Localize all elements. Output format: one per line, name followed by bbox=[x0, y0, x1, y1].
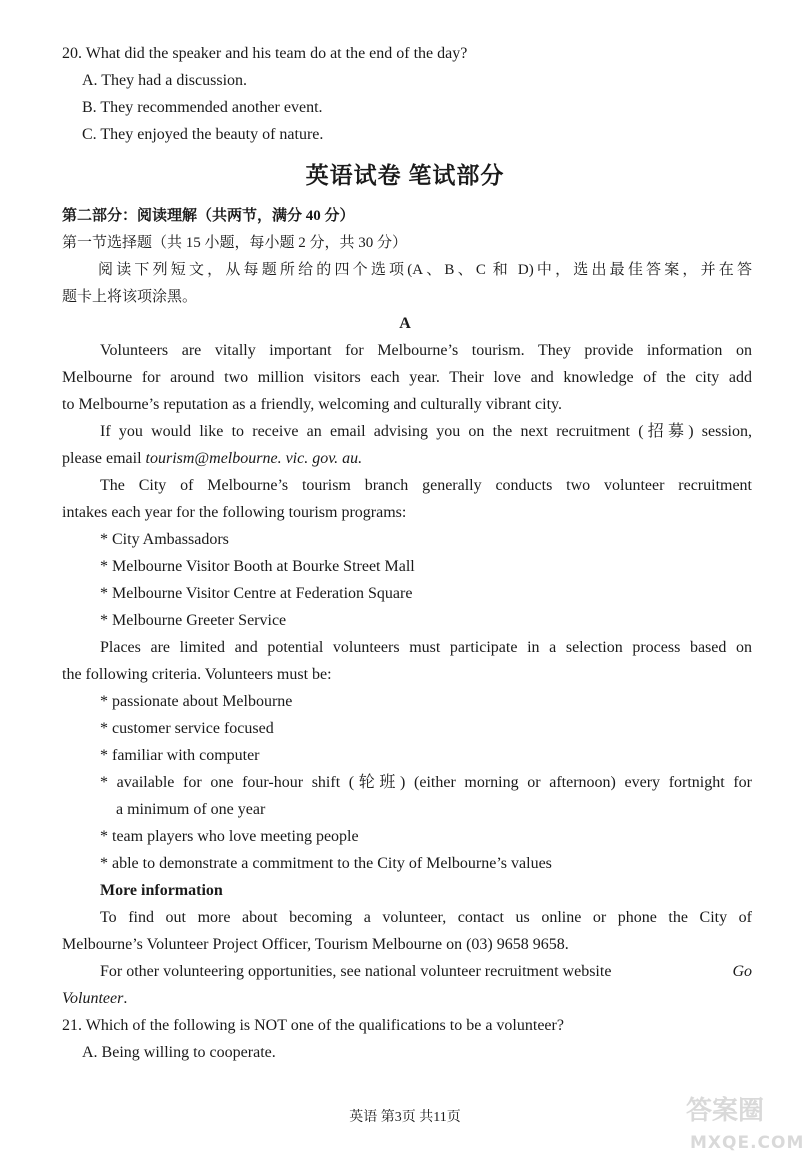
passage-p6-line1 bbox=[100, 962, 752, 982]
page-footer: 英语 第3页 共11页 bbox=[349, 1110, 461, 1125]
go-volunteer-text: Go bbox=[732, 963, 752, 980]
passage-p2-line2 bbox=[62, 449, 362, 469]
passage-p6-text: For other volunteering opportunities, see national volunteer recruitment website bbox=[100, 963, 612, 980]
part2-heading: 第二部分：阅读理解（共两节，满分 40 分） bbox=[62, 208, 355, 224]
passage-p2-line1: If you would like to receive an email advising you on the next recruitment (招募) session, bbox=[100, 423, 752, 440]
criteria-item-continued: a minimum of one year bbox=[116, 801, 266, 818]
passage-p4-line2: the following criteria. Volunteers must be: bbox=[62, 666, 332, 683]
program-item: * Melbourne Greeter Service bbox=[100, 612, 287, 629]
criteria-item: * available for one four-hour shift (轮班) (either morning or afternoon) every fortnight for bbox=[100, 774, 752, 791]
passage-p1-line3: to Melbourne’s reputation as a friendly, welcoming and culturally vibrant city. bbox=[62, 396, 563, 413]
part2-instructions-line1: 阅读下列短文，从每题所给的四个选项(A、B、C 和 D)中，选出最佳答案，并在答 bbox=[98, 262, 752, 278]
watermark-logo: 答案圈 bbox=[686, 1096, 765, 1126]
program-item: * Melbourne Visitor Booth at Bourke Street Mall bbox=[100, 558, 415, 575]
q20-option-a: A. They had a discussion. bbox=[82, 72, 248, 89]
passage-label: A bbox=[399, 315, 411, 332]
criteria-item: * familiar with computer bbox=[100, 747, 260, 764]
watermark-url: MXQE.COM bbox=[690, 1133, 805, 1153]
passage-p5-line1: To find out more about becoming a volunteer, contact us online or phone the City of bbox=[100, 909, 752, 926]
part2-instructions-line2: 题卡上将该项涂黑。 bbox=[62, 289, 198, 305]
more-info-heading: More information bbox=[100, 882, 223, 899]
passage-p3-line2: intakes each year for the following tourism programs: bbox=[62, 504, 407, 521]
criteria-item: * passionate about Melbourne bbox=[100, 693, 293, 710]
passage-p6-line2 bbox=[62, 989, 127, 1009]
criteria-item: * customer service focused bbox=[100, 720, 274, 737]
q20-stem: 20. What did the speaker and his team do at the end of the day? bbox=[62, 45, 468, 62]
q21-option-a: A. Being willing to cooperate. bbox=[82, 1044, 276, 1061]
section-title: 英语试卷 笔试部分 bbox=[305, 163, 505, 188]
tourism-email: tourism@melbourne. vic. gov. au. bbox=[145, 450, 363, 467]
q20-option-b: B. They recommended another event. bbox=[82, 99, 323, 116]
program-item: * Melbourne Visitor Centre at Federation Square bbox=[100, 585, 413, 602]
go-volunteer-text: Volunteer bbox=[62, 990, 124, 1007]
passage-p1-line1: Volunteers are vitally important for Melbourne’s tourism. They provide information on bbox=[100, 342, 752, 359]
criteria-item: * able to demonstrate a commitment to the City of Melbourne’s values bbox=[100, 855, 552, 872]
part2-subheading: 第一节选择题（共 15 小题，每小题 2 分，共 30 分） bbox=[62, 235, 408, 251]
passage-p5-line2: Melbourne’s Volunteer Project Officer, Tourism Melbourne on (03) 9658 9658. bbox=[62, 936, 569, 953]
program-item: * City Ambassadors bbox=[100, 531, 229, 548]
criteria-item: * team players who love meeting people bbox=[100, 828, 359, 845]
passage-p4-line1: Places are limited and potential volunteers must participate in a selection process based on bbox=[100, 639, 752, 656]
passage-p3-line1: The City of Melbourne’s tourism branch generally conducts two volunteer recruitment bbox=[100, 477, 752, 494]
passage-p1-line2: Melbourne for around two million visitors each year. Their love and knowledge of the city add bbox=[62, 369, 752, 386]
q21-stem: 21. Which of the following is NOT one of the qualifications to be a volunteer? bbox=[62, 1017, 564, 1034]
passage-p6-period: . bbox=[123, 990, 128, 1007]
q20-option-c: C. They enjoyed the beauty of nature. bbox=[82, 126, 324, 143]
passage-p2-prefix: please email bbox=[62, 450, 146, 467]
